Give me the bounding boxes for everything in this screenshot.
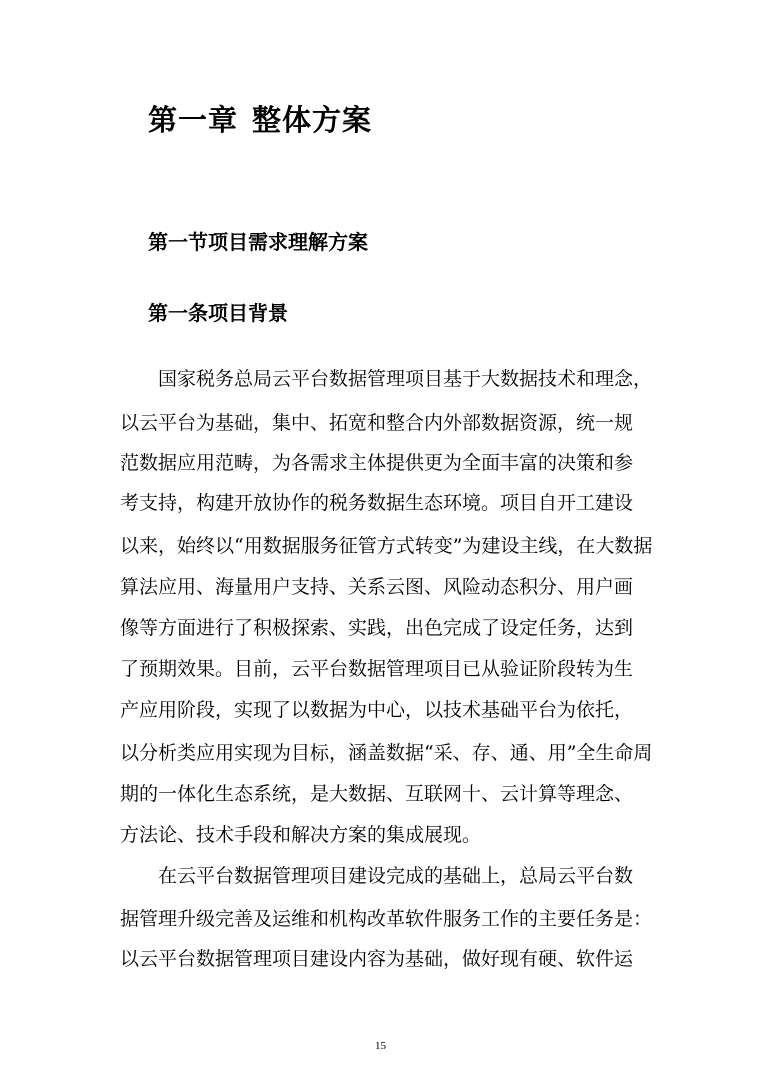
section-title: 第一节项目需求理解方案: [148, 230, 368, 254]
paragraph-line: 像等方面进行了积极探索、实践，出色完成了设定任务，达到: [120, 617, 634, 639]
paragraph-line: 据管理升级完善及运维和机构改革软件服务工作的主要任务是：: [120, 908, 653, 930]
paragraph-line: 了预期效果。目前，云平台数据管理项目已从验证阶段转为生: [120, 658, 634, 680]
paragraph-line: 方法论、技术手段和解决方案的集成展现。: [120, 824, 482, 846]
paragraph-line: 期的一体化生态系统，是大数据、互联网十、云计算等理念、: [120, 783, 634, 805]
paragraph-line: 以分析类应用实现为目标，涵盖数据“采、存、通、用”全生命周: [120, 742, 653, 764]
paragraph-line: 以来，始终以“用数据服务征管方式转变”为建设主线，在大数据: [120, 535, 653, 557]
article-title: 第一条项目背景: [148, 301, 288, 325]
page-number: 15: [375, 1040, 386, 1052]
chapter-number: 第一章: [148, 103, 239, 137]
paragraph-line: 在云平台数据管理项目建设完成的基础上，总局云平台数: [158, 865, 634, 887]
paragraph-line: 范数据应用范畴，为各需求主体提供更为全面丰富的决策和参: [120, 452, 634, 474]
paragraph-line: 以云平台为基础，集中、拓宽和整合内外部数据资源，统一规: [120, 412, 634, 434]
paragraph-line: 以云平台数据管理项目建设内容为基础，做好现有硬、软件运: [120, 948, 634, 970]
chapter-title: [148, 98, 372, 139]
paragraph-line: 国家税务总局云平台数据管理项目基于大数据技术和理念，: [158, 368, 653, 390]
paragraph-line: 产应用阶段，实现了以数据为中心，以技术基础平台为依托，: [120, 699, 634, 721]
paragraph-line: 考支持，构建开放协作的税务数据生态环境。项目自开工建设: [120, 492, 634, 514]
paragraph-line: 算法应用、海量用户支持、关系云图、风险动态积分、用户画: [120, 576, 634, 598]
chapter-name: 整体方案: [252, 103, 373, 137]
